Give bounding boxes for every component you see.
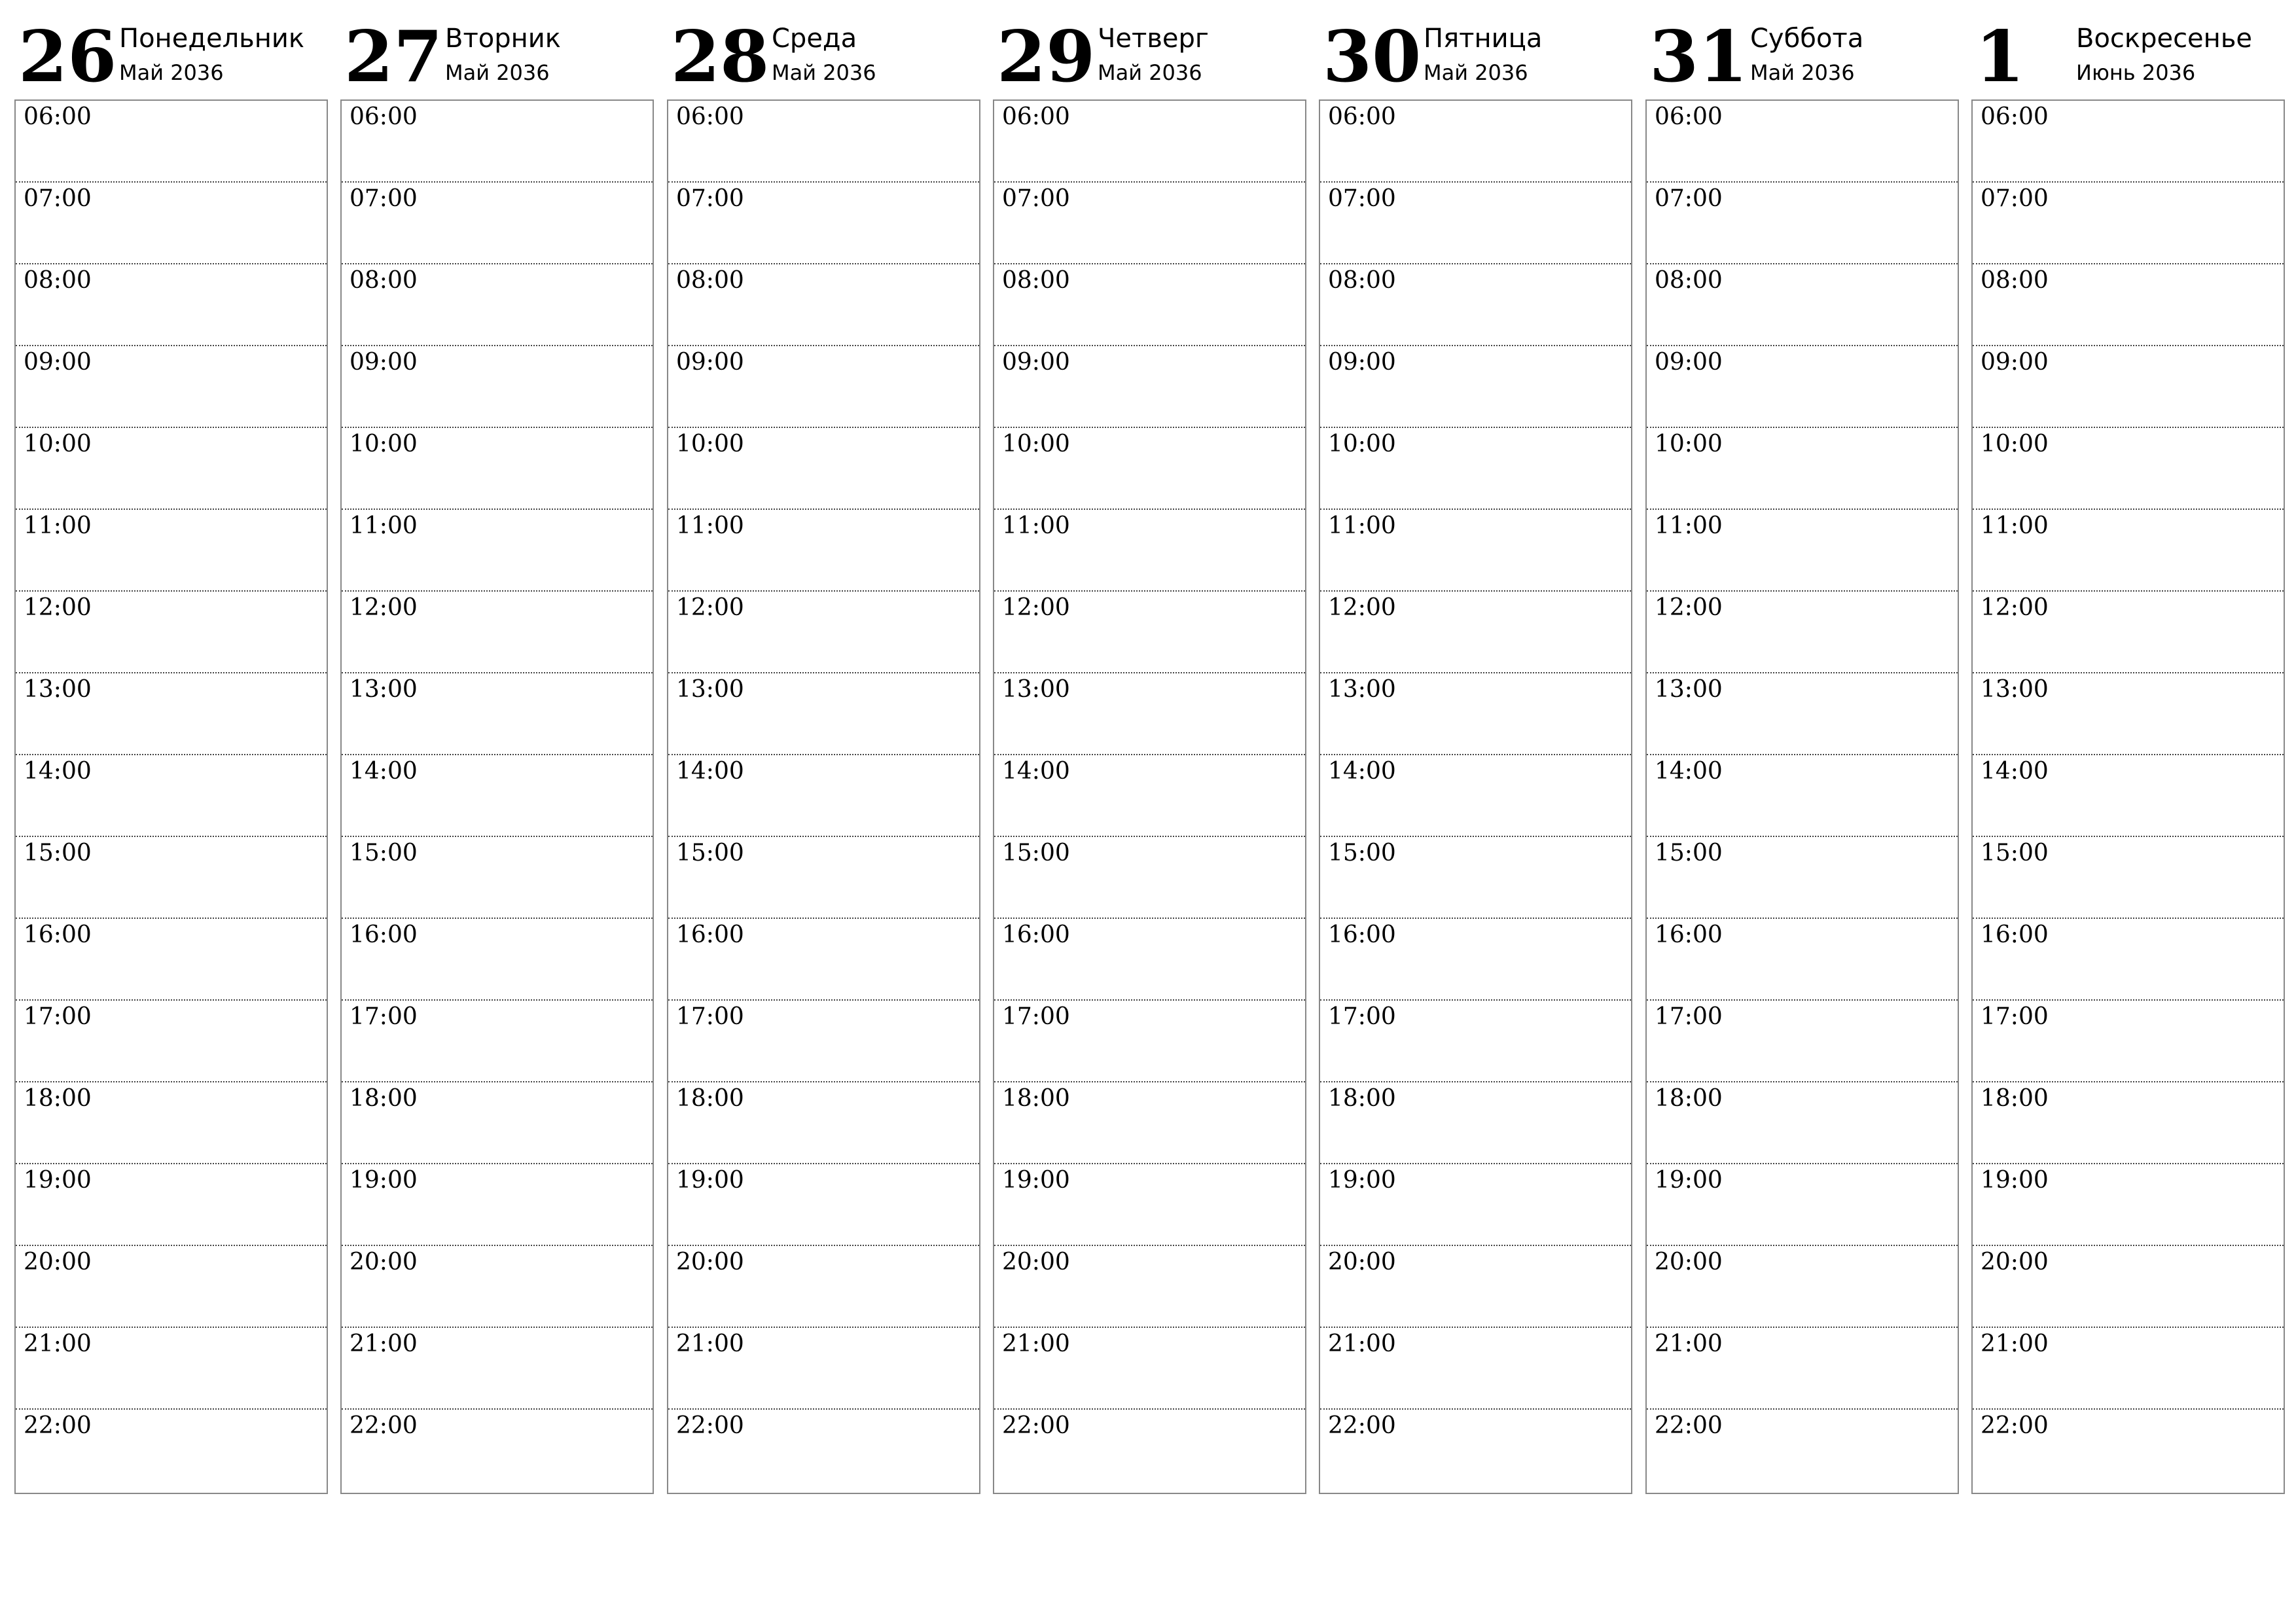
time-slot-label: 20:00 <box>676 1249 744 1275</box>
time-slot-label: 21:00 <box>24 1330 92 1357</box>
time-slot-label: 17:00 <box>676 1003 744 1030</box>
time-slot[interactable] <box>1320 1164 1631 1246</box>
time-slot-label: 09:00 <box>350 349 418 376</box>
time-slot[interactable] <box>668 1082 979 1164</box>
time-slot-label: 08:00 <box>676 267 744 294</box>
time-slot-label: 07:00 <box>1002 185 1070 212</box>
day-schedule-box <box>340 99 654 1494</box>
day-number: 28 <box>671 16 770 98</box>
time-slot-label: 22:00 <box>676 1412 744 1439</box>
time-slot-label: 17:00 <box>1328 1003 1396 1030</box>
time-slot[interactable] <box>668 673 979 755</box>
time-slot[interactable] <box>668 183 979 264</box>
time-slot[interactable] <box>668 346 979 428</box>
day-header <box>667 0 980 99</box>
time-slot[interactable] <box>16 346 327 428</box>
time-slot[interactable] <box>994 428 1305 510</box>
time-slot[interactable] <box>1647 346 1958 428</box>
day-number: 26 <box>18 16 117 98</box>
time-slot-label: 11:00 <box>1981 512 2049 539</box>
time-slot-label: 16:00 <box>24 921 92 948</box>
time-slot[interactable] <box>994 101 1305 183</box>
time-slot-label: 07:00 <box>1328 185 1396 212</box>
time-slot[interactable] <box>668 919 979 1001</box>
day-number: 1 <box>1975 16 2025 98</box>
time-slot[interactable] <box>1973 673 2284 755</box>
time-slot[interactable] <box>668 592 979 673</box>
time-slot-label: 19:00 <box>1002 1167 1070 1194</box>
day-header <box>14 0 328 99</box>
time-slot[interactable] <box>1973 510 2284 592</box>
time-slot-label: 14:00 <box>1981 758 2049 785</box>
time-slot[interactable] <box>1647 510 1958 592</box>
time-slot-label: 19:00 <box>676 1167 744 1194</box>
time-slot-label: 07:00 <box>676 185 744 212</box>
time-slot[interactable] <box>668 1246 979 1328</box>
time-slot[interactable] <box>994 1164 1305 1246</box>
time-slot-label: 14:00 <box>676 758 744 785</box>
time-slot[interactable] <box>994 183 1305 264</box>
time-slot-label: 15:00 <box>1655 840 1723 866</box>
day-name: Четверг <box>1098 24 1209 54</box>
time-slot-label: 12:00 <box>1981 594 2049 621</box>
time-slot-label: 21:00 <box>676 1330 744 1357</box>
time-slot-label: 11:00 <box>350 512 418 539</box>
day-number: 30 <box>1323 16 1422 98</box>
time-slot-label: 14:00 <box>1002 758 1070 785</box>
time-slot-label: 19:00 <box>24 1167 92 1194</box>
time-slot-label: 16:00 <box>1002 921 1070 948</box>
time-slot-label: 09:00 <box>676 349 744 376</box>
time-slot[interactable] <box>1647 1246 1958 1328</box>
time-slot-label: 10:00 <box>1328 431 1396 457</box>
time-slot[interactable] <box>668 755 979 837</box>
day-schedule-box <box>14 99 328 1494</box>
day-month-year: Май 2036 <box>445 60 550 85</box>
time-slot-label: 08:00 <box>1328 267 1396 294</box>
time-slot-label: 18:00 <box>1981 1085 2049 1112</box>
time-slot[interactable] <box>668 101 979 183</box>
time-slot[interactable] <box>16 428 327 510</box>
time-slot-label: 08:00 <box>24 267 92 294</box>
time-slot-label: 10:00 <box>1981 431 2049 457</box>
time-slot[interactable] <box>16 755 327 837</box>
time-slot[interactable] <box>668 428 979 510</box>
time-slot-label: 21:00 <box>1328 1330 1396 1357</box>
time-slot[interactable] <box>1973 1328 2284 1410</box>
time-slot-label: 17:00 <box>1981 1003 2049 1030</box>
time-slot[interactable] <box>668 1001 979 1082</box>
day-schedule-box <box>1645 99 1959 1494</box>
time-slot[interactable] <box>1973 1410 2284 1491</box>
time-slot[interactable] <box>16 592 327 673</box>
time-slot-label: 08:00 <box>1002 267 1070 294</box>
time-slot[interactable] <box>1973 346 2284 428</box>
time-slot[interactable] <box>1320 919 1631 1001</box>
day-header <box>340 0 654 99</box>
time-slot[interactable] <box>1647 592 1958 673</box>
time-slot-label: 07:00 <box>1981 185 2049 212</box>
time-slot-label: 06:00 <box>24 103 92 130</box>
time-slot[interactable] <box>1647 755 1958 837</box>
time-slot[interactable] <box>1647 1082 1958 1164</box>
time-slot-label: 13:00 <box>24 676 92 703</box>
day-name: Воскресенье <box>2076 24 2253 54</box>
time-slot[interactable] <box>1647 1164 1958 1246</box>
time-slot-label: 22:00 <box>1655 1412 1723 1439</box>
time-slot[interactable] <box>342 183 653 264</box>
time-slot[interactable] <box>1647 1328 1958 1410</box>
time-slot[interactable] <box>994 755 1305 837</box>
time-slot-label: 11:00 <box>24 512 92 539</box>
day-schedule-box <box>1971 99 2285 1494</box>
day-header <box>993 0 1306 99</box>
time-slot[interactable] <box>668 1164 979 1246</box>
time-slot-label: 13:00 <box>1655 676 1723 703</box>
day-month-year: Май 2036 <box>1098 60 1202 85</box>
time-slot-label: 19:00 <box>1981 1167 2049 1194</box>
time-slot[interactable] <box>1647 183 1958 264</box>
time-slot[interactable] <box>342 755 653 837</box>
time-slot[interactable] <box>1320 1082 1631 1164</box>
time-slot-label: 17:00 <box>1002 1003 1070 1030</box>
time-slot-label: 15:00 <box>676 840 744 866</box>
time-slot[interactable] <box>994 1328 1305 1410</box>
time-slot-label: 17:00 <box>24 1003 92 1030</box>
time-slot-label: 10:00 <box>1002 431 1070 457</box>
time-slot[interactable] <box>994 510 1305 592</box>
time-slot[interactable] <box>1973 1164 2284 1246</box>
time-slot[interactable] <box>342 919 653 1001</box>
time-slot[interactable] <box>1973 837 2284 919</box>
time-slot[interactable] <box>994 1410 1305 1491</box>
time-slot-label: 12:00 <box>350 594 418 621</box>
day-name: Суббота <box>1750 24 1864 54</box>
time-slot-label: 06:00 <box>1002 103 1070 130</box>
time-slot-label: 21:00 <box>1655 1330 1723 1357</box>
time-slot[interactable] <box>1647 264 1958 346</box>
day-number: 29 <box>997 16 1096 98</box>
time-slot[interactable] <box>1320 101 1631 183</box>
time-slot-label: 19:00 <box>1655 1167 1723 1194</box>
time-slot[interactable] <box>994 919 1305 1001</box>
time-slot-label: 16:00 <box>1981 921 2049 948</box>
time-slot-label: 21:00 <box>1981 1330 2049 1357</box>
time-slot[interactable] <box>1647 673 1958 755</box>
time-slot-label: 17:00 <box>350 1003 418 1030</box>
time-slot[interactable] <box>994 1082 1305 1164</box>
time-slot-label: 08:00 <box>1981 267 2049 294</box>
time-slot[interactable] <box>668 1328 979 1410</box>
time-slot-label: 10:00 <box>350 431 418 457</box>
time-slot[interactable] <box>342 1410 653 1491</box>
time-slot-label: 06:00 <box>1655 103 1723 130</box>
time-slot[interactable] <box>342 1328 653 1410</box>
time-slot[interactable] <box>16 1082 327 1164</box>
time-slot-label: 15:00 <box>350 840 418 866</box>
time-slot[interactable] <box>1973 264 2284 346</box>
time-slot[interactable] <box>668 510 979 592</box>
time-slot[interactable] <box>342 1246 653 1328</box>
time-slot[interactable] <box>1973 428 2284 510</box>
time-slot[interactable] <box>668 837 979 919</box>
time-slot[interactable] <box>1320 592 1631 673</box>
time-slot-label: 18:00 <box>1655 1085 1723 1112</box>
time-slot[interactable] <box>342 428 653 510</box>
time-slot[interactable] <box>1320 183 1631 264</box>
time-slot-label: 21:00 <box>350 1330 418 1357</box>
time-slot-label: 16:00 <box>1328 921 1396 948</box>
time-slot-label: 13:00 <box>1981 676 2049 703</box>
time-slot-label: 07:00 <box>350 185 418 212</box>
time-slot-label: 10:00 <box>24 431 92 457</box>
time-slot-label: 16:00 <box>1655 921 1723 948</box>
time-slot-label: 06:00 <box>676 103 744 130</box>
time-slot[interactable] <box>342 837 653 919</box>
time-slot[interactable] <box>994 1246 1305 1328</box>
time-slot-label: 12:00 <box>1328 594 1396 621</box>
time-slot[interactable] <box>668 1410 979 1491</box>
time-slot-label: 13:00 <box>1328 676 1396 703</box>
day-name: Вторник <box>445 24 561 54</box>
time-slot[interactable] <box>1647 1410 1958 1491</box>
day-name: Пятница <box>1424 24 1543 54</box>
time-slot[interactable] <box>1973 1082 2284 1164</box>
time-slot[interactable] <box>1320 755 1631 837</box>
time-slot[interactable] <box>342 101 653 183</box>
day-month-year: Июнь 2036 <box>2076 60 2196 85</box>
time-slot[interactable] <box>342 264 653 346</box>
time-slot-label: 12:00 <box>24 594 92 621</box>
time-slot[interactable] <box>1973 1246 2284 1328</box>
time-slot[interactable] <box>1320 1001 1631 1082</box>
day-month-year: Май 2036 <box>1750 60 1855 85</box>
time-slot[interactable] <box>1647 837 1958 919</box>
day-name: Понедельник <box>119 24 305 54</box>
time-slot-label: 18:00 <box>1328 1085 1396 1112</box>
time-slot-label: 14:00 <box>1655 758 1723 785</box>
time-slot-label: 11:00 <box>676 512 744 539</box>
time-slot[interactable] <box>1647 101 1958 183</box>
time-slot[interactable] <box>1973 919 2284 1001</box>
time-slot-label: 22:00 <box>350 1412 418 1439</box>
time-slot[interactable] <box>1320 837 1631 919</box>
time-slot-label: 06:00 <box>350 103 418 130</box>
time-slot[interactable] <box>16 1410 327 1491</box>
time-slot[interactable] <box>342 1164 653 1246</box>
time-slot-label: 12:00 <box>1655 594 1723 621</box>
time-slot-label: 15:00 <box>1328 840 1396 866</box>
time-slot-label: 09:00 <box>1655 349 1723 376</box>
time-slot[interactable] <box>994 1001 1305 1082</box>
time-slot-label: 08:00 <box>350 267 418 294</box>
time-slot[interactable] <box>994 346 1305 428</box>
time-slot[interactable] <box>1320 510 1631 592</box>
time-slot-label: 14:00 <box>350 758 418 785</box>
time-slot[interactable] <box>1973 1001 2284 1082</box>
time-slot-label: 20:00 <box>1655 1249 1723 1275</box>
time-slot-label: 06:00 <box>1328 103 1396 130</box>
day-number: 31 <box>1649 16 1748 98</box>
time-slot-label: 19:00 <box>1328 1167 1396 1194</box>
time-slot[interactable] <box>1647 428 1958 510</box>
time-slot-label: 22:00 <box>24 1412 92 1439</box>
time-slot[interactable] <box>16 1246 327 1328</box>
time-slot[interactable] <box>16 264 327 346</box>
time-slot[interactable] <box>1973 755 2284 837</box>
time-slot-label: 20:00 <box>1328 1249 1396 1275</box>
time-slot-label: 09:00 <box>1002 349 1070 376</box>
time-slot[interactable] <box>1320 1328 1631 1410</box>
time-slot-label: 06:00 <box>1981 103 2049 130</box>
day-number: 27 <box>344 16 443 98</box>
time-slot-label: 11:00 <box>1655 512 1723 539</box>
time-slot[interactable] <box>994 673 1305 755</box>
time-slot[interactable] <box>1973 183 2284 264</box>
time-slot-label: 13:00 <box>676 676 744 703</box>
time-slot-label: 15:00 <box>24 840 92 866</box>
day-month-year: Май 2036 <box>1424 60 1528 85</box>
time-slot[interactable] <box>16 673 327 755</box>
time-slot[interactable] <box>16 101 327 183</box>
time-slot-label: 22:00 <box>1981 1412 2049 1439</box>
time-slot-label: 12:00 <box>1002 594 1070 621</box>
time-slot[interactable] <box>1320 1410 1631 1491</box>
time-slot-label: 18:00 <box>1002 1085 1070 1112</box>
time-slot-label: 12:00 <box>676 594 744 621</box>
time-slot[interactable] <box>342 673 653 755</box>
time-slot[interactable] <box>1320 346 1631 428</box>
time-slot-label: 17:00 <box>1655 1003 1723 1030</box>
time-slot[interactable] <box>342 346 653 428</box>
time-slot-label: 18:00 <box>350 1085 418 1112</box>
time-slot-label: 16:00 <box>676 921 744 948</box>
day-schedule-box <box>1319 99 1632 1494</box>
time-slot-label: 07:00 <box>24 185 92 212</box>
time-slot-label: 16:00 <box>350 921 418 948</box>
time-slot-label: 13:00 <box>350 676 418 703</box>
time-slot-label: 21:00 <box>1002 1330 1070 1357</box>
time-slot-label: 14:00 <box>24 758 92 785</box>
time-slot[interactable] <box>668 264 979 346</box>
time-slot-label: 07:00 <box>1655 185 1723 212</box>
time-slot-label: 14:00 <box>1328 758 1396 785</box>
time-slot-label: 09:00 <box>1981 349 2049 376</box>
time-slot-label: 09:00 <box>1328 349 1396 376</box>
time-slot[interactable] <box>342 510 653 592</box>
time-slot[interactable] <box>1320 428 1631 510</box>
time-slot-label: 19:00 <box>350 1167 418 1194</box>
day-header <box>1971 0 2285 99</box>
time-slot[interactable] <box>1320 264 1631 346</box>
time-slot[interactable] <box>16 919 327 1001</box>
time-slot-label: 15:00 <box>1002 840 1070 866</box>
time-slot[interactable] <box>994 264 1305 346</box>
time-slot-label: 11:00 <box>1002 512 1070 539</box>
time-slot[interactable] <box>1973 101 2284 183</box>
time-slot[interactable] <box>16 837 327 919</box>
time-slot[interactable] <box>1647 1001 1958 1082</box>
time-slot[interactable] <box>342 592 653 673</box>
time-slot-label: 10:00 <box>1655 431 1723 457</box>
time-slot-label: 15:00 <box>1981 840 2049 866</box>
time-slot-label: 09:00 <box>24 349 92 376</box>
time-slot[interactable] <box>342 1082 653 1164</box>
time-slot-label: 20:00 <box>24 1249 92 1275</box>
day-header <box>1645 0 1959 99</box>
time-slot[interactable] <box>1320 1246 1631 1328</box>
time-slot[interactable] <box>16 1164 327 1246</box>
time-slot-label: 18:00 <box>24 1085 92 1112</box>
day-header <box>1319 0 1632 99</box>
time-slot-label: 22:00 <box>1002 1412 1070 1439</box>
time-slot-label: 18:00 <box>676 1085 744 1112</box>
time-slot[interactable] <box>1647 919 1958 1001</box>
day-schedule-box <box>993 99 1306 1494</box>
time-slot-label: 22:00 <box>1328 1412 1396 1439</box>
time-slot[interactable] <box>342 1001 653 1082</box>
time-slot-label: 08:00 <box>1655 267 1723 294</box>
time-slot-label: 11:00 <box>1328 512 1396 539</box>
time-slot-label: 13:00 <box>1002 676 1070 703</box>
time-slot-label: 20:00 <box>350 1249 418 1275</box>
time-slot[interactable] <box>16 183 327 264</box>
time-slot[interactable] <box>16 1328 327 1410</box>
time-slot[interactable] <box>1320 673 1631 755</box>
time-slot-label: 20:00 <box>1002 1249 1070 1275</box>
time-slot[interactable] <box>1973 592 2284 673</box>
time-slot[interactable] <box>994 592 1305 673</box>
day-month-year: Май 2036 <box>119 60 224 85</box>
time-slot[interactable] <box>16 510 327 592</box>
time-slot[interactable] <box>16 1001 327 1082</box>
day-name: Среда <box>772 24 857 54</box>
time-slot[interactable] <box>994 837 1305 919</box>
time-slot-label: 10:00 <box>676 431 744 457</box>
day-month-year: Май 2036 <box>772 60 876 85</box>
time-slot-label: 20:00 <box>1981 1249 2049 1275</box>
day-schedule-box <box>667 99 980 1494</box>
